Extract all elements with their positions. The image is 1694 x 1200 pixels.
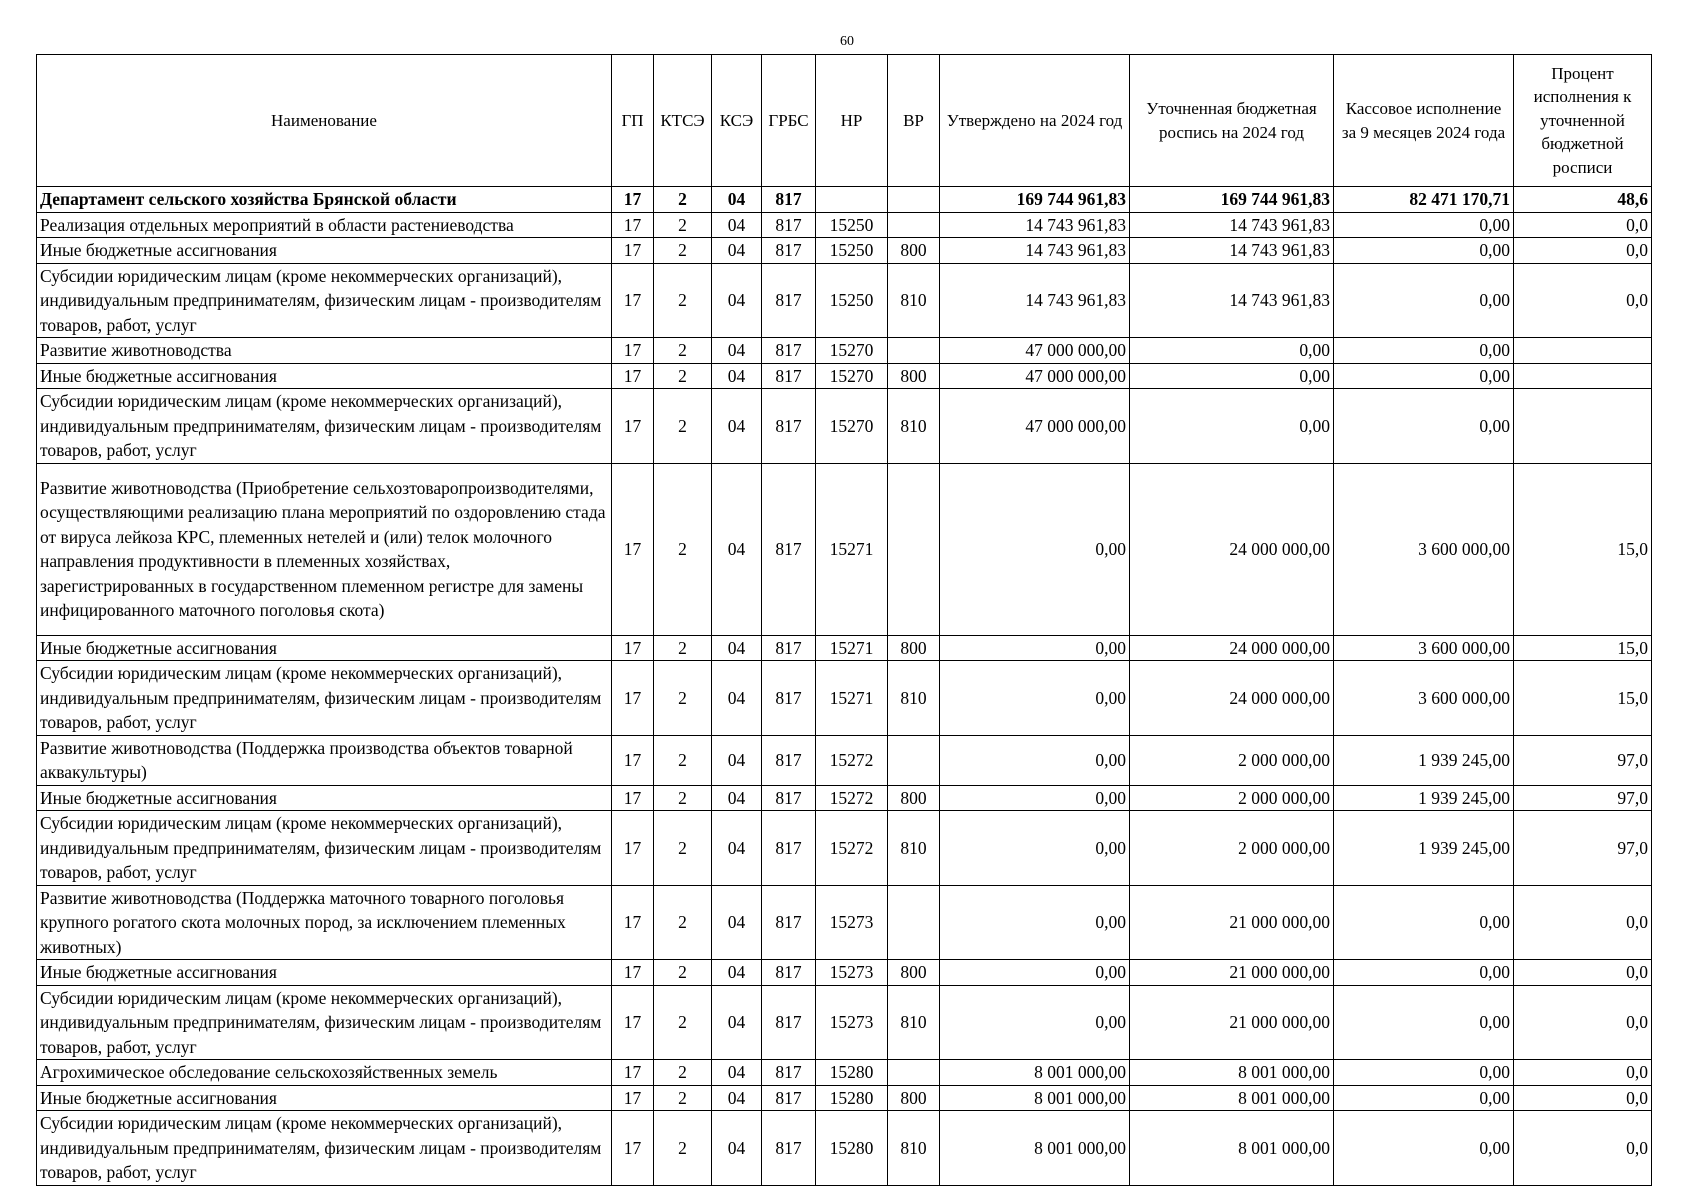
cell-approved: 47 000 000,00 bbox=[940, 389, 1130, 464]
cell-refined: 8 001 000,00 bbox=[1130, 1085, 1334, 1111]
cell-ktse: 2 bbox=[654, 811, 712, 886]
cell-gp: 17 bbox=[612, 960, 654, 986]
cell-gp: 17 bbox=[612, 187, 654, 213]
cell-gp: 17 bbox=[612, 735, 654, 785]
cell-nr bbox=[816, 187, 888, 213]
cell-refined: 2 000 000,00 bbox=[1130, 811, 1334, 886]
cell-grbs: 817 bbox=[762, 389, 816, 464]
header-grbs: ГРБС bbox=[762, 55, 816, 187]
cell-grbs: 817 bbox=[762, 960, 816, 986]
cell-approved: 0,00 bbox=[940, 985, 1130, 1060]
cell-gp: 17 bbox=[612, 238, 654, 264]
cell-ktse: 2 bbox=[654, 1085, 712, 1111]
table-row bbox=[37, 785, 1652, 811]
cell-refined: 0,00 bbox=[1130, 389, 1334, 464]
cell-kse: 04 bbox=[712, 635, 762, 661]
cell-cash: 0,00 bbox=[1334, 1085, 1514, 1111]
cell-cash: 0,00 bbox=[1334, 238, 1514, 264]
cell-gp: 17 bbox=[612, 635, 654, 661]
cell-approved: 0,00 bbox=[940, 635, 1130, 661]
table-row bbox=[37, 463, 1652, 635]
cell-percent: 15,0 bbox=[1514, 635, 1652, 661]
cell-cash: 0,00 bbox=[1334, 960, 1514, 986]
header-nr: НР bbox=[816, 55, 888, 187]
cell-vr: 810 bbox=[888, 985, 940, 1060]
table-row bbox=[37, 1060, 1652, 1086]
cell-refined: 2 000 000,00 bbox=[1130, 785, 1334, 811]
cell-nr: 15270 bbox=[816, 389, 888, 464]
cell-name: Субсидии юридическим лицам (кроме некоммерческих организаций), индивидуальным предпринимателям, физическим лицам - производителям товаров, работ, услуг bbox=[37, 263, 612, 338]
cell-kse: 04 bbox=[712, 985, 762, 1060]
cell-grbs: 817 bbox=[762, 985, 816, 1060]
cell-approved: 47 000 000,00 bbox=[940, 338, 1130, 364]
cell-name: Иные бюджетные ассигнования bbox=[37, 960, 612, 986]
cell-refined: 14 743 961,83 bbox=[1130, 238, 1334, 264]
cell-nr: 15273 bbox=[816, 985, 888, 1060]
table-row bbox=[37, 960, 1652, 986]
cell-nr: 15272 bbox=[816, 811, 888, 886]
cell-name: Иные бюджетные ассигнования bbox=[37, 238, 612, 264]
cell-vr: 800 bbox=[888, 238, 940, 264]
cell-grbs: 817 bbox=[762, 1060, 816, 1086]
cell-ktse: 2 bbox=[654, 985, 712, 1060]
cell-vr: 810 bbox=[888, 661, 940, 736]
cell-grbs: 817 bbox=[762, 238, 816, 264]
cell-percent bbox=[1514, 389, 1652, 464]
cell-gp: 17 bbox=[612, 363, 654, 389]
cell-kse: 04 bbox=[712, 661, 762, 736]
cell-vr: 810 bbox=[888, 389, 940, 464]
cell-nr: 15280 bbox=[816, 1111, 888, 1186]
cell-percent: 0,0 bbox=[1514, 238, 1652, 264]
cell-approved: 14 743 961,83 bbox=[940, 212, 1130, 238]
header-percent: Процент исполнения к уточненной бюджетной росписи bbox=[1514, 55, 1652, 187]
cell-refined: 21 000 000,00 bbox=[1130, 960, 1334, 986]
cell-name: Агрохимическое обследование сельскохозяйственных земель bbox=[37, 1060, 612, 1086]
cell-vr: 800 bbox=[888, 635, 940, 661]
cell-approved: 8 001 000,00 bbox=[940, 1111, 1130, 1186]
cell-name: Иные бюджетные ассигнования bbox=[37, 1085, 612, 1111]
cell-gp: 17 bbox=[612, 1085, 654, 1111]
cell-grbs: 817 bbox=[762, 1111, 816, 1186]
cell-vr bbox=[888, 885, 940, 960]
cell-cash: 1 939 245,00 bbox=[1334, 811, 1514, 886]
cell-name: Субсидии юридическим лицам (кроме некоммерческих организаций), индивидуальным предпринимателям, физическим лицам - производителям товаров, работ, услуг bbox=[37, 811, 612, 886]
cell-nr: 15250 bbox=[816, 238, 888, 264]
cell-refined: 8 001 000,00 bbox=[1130, 1111, 1334, 1186]
cell-kse: 04 bbox=[712, 735, 762, 785]
cell-refined: 21 000 000,00 bbox=[1130, 885, 1334, 960]
cell-ktse: 2 bbox=[654, 363, 712, 389]
cell-kse: 04 bbox=[712, 463, 762, 635]
table-row bbox=[37, 338, 1652, 364]
cell-kse: 04 bbox=[712, 238, 762, 264]
table-row bbox=[37, 1111, 1652, 1186]
cell-cash: 0,00 bbox=[1334, 338, 1514, 364]
cell-approved: 0,00 bbox=[940, 661, 1130, 736]
cell-nr: 15272 bbox=[816, 785, 888, 811]
cell-ktse: 2 bbox=[654, 263, 712, 338]
table-row bbox=[37, 885, 1652, 960]
cell-nr: 15270 bbox=[816, 338, 888, 364]
cell-percent: 97,0 bbox=[1514, 811, 1652, 886]
cell-name: Субсидии юридическим лицам (кроме некоммерческих организаций), индивидуальным предпринимателям, физическим лицам - производителям товаров, работ, услуг bbox=[37, 389, 612, 464]
cell-name: Иные бюджетные ассигнования bbox=[37, 363, 612, 389]
cell-name: Развитие животноводства (Приобретение сельхозтоваропроизводителями, осуществляющими реализацию плана мероприятий по оздоровлению стада от вируса лейкоза КРС, племенных нетелей и (или) телок молочного направления продуктивности в племенных хозяйствах, зарегистрированных в государственном племенном регистре для замены инфицированного маточного поголовья скота) bbox=[37, 463, 612, 635]
cell-nr: 15273 bbox=[816, 885, 888, 960]
cell-vr: 800 bbox=[888, 960, 940, 986]
cell-grbs: 817 bbox=[762, 811, 816, 886]
cell-percent: 0,0 bbox=[1514, 1085, 1652, 1111]
cell-kse: 04 bbox=[712, 389, 762, 464]
cell-grbs: 817 bbox=[762, 635, 816, 661]
cell-approved: 47 000 000,00 bbox=[940, 363, 1130, 389]
cell-approved: 14 743 961,83 bbox=[940, 263, 1130, 338]
cell-approved: 0,00 bbox=[940, 735, 1130, 785]
cell-ktse: 2 bbox=[654, 1111, 712, 1186]
cell-ktse: 2 bbox=[654, 960, 712, 986]
cell-refined: 14 743 961,83 bbox=[1130, 263, 1334, 338]
cell-nr: 15271 bbox=[816, 635, 888, 661]
cell-gp: 17 bbox=[612, 661, 654, 736]
cell-approved: 0,00 bbox=[940, 885, 1130, 960]
cell-kse: 04 bbox=[712, 785, 762, 811]
cell-vr bbox=[888, 463, 940, 635]
header-name: Наименование bbox=[37, 55, 612, 187]
cell-nr: 15280 bbox=[816, 1060, 888, 1086]
cell-cash: 0,00 bbox=[1334, 985, 1514, 1060]
cell-vr bbox=[888, 212, 940, 238]
cell-grbs: 817 bbox=[762, 785, 816, 811]
cell-nr: 15272 bbox=[816, 735, 888, 785]
table-row bbox=[37, 238, 1652, 264]
cell-refined: 169 744 961,83 bbox=[1130, 187, 1334, 213]
cell-nr: 15250 bbox=[816, 263, 888, 338]
table-row bbox=[37, 811, 1652, 886]
cell-approved: 169 744 961,83 bbox=[940, 187, 1130, 213]
cell-gp: 17 bbox=[612, 985, 654, 1060]
cell-approved: 8 001 000,00 bbox=[940, 1060, 1130, 1086]
cell-ktse: 2 bbox=[654, 238, 712, 264]
cell-grbs: 817 bbox=[762, 885, 816, 960]
cell-gp: 17 bbox=[612, 338, 654, 364]
cell-grbs: 817 bbox=[762, 338, 816, 364]
cell-cash: 3 600 000,00 bbox=[1334, 463, 1514, 635]
cell-refined: 0,00 bbox=[1130, 363, 1334, 389]
cell-refined: 24 000 000,00 bbox=[1130, 463, 1334, 635]
header-ktse: КТСЭ bbox=[654, 55, 712, 187]
cell-refined: 14 743 961,83 bbox=[1130, 212, 1334, 238]
header-kse: КСЭ bbox=[712, 55, 762, 187]
cell-percent: 0,0 bbox=[1514, 985, 1652, 1060]
cell-approved: 0,00 bbox=[940, 785, 1130, 811]
cell-name: Субсидии юридическим лицам (кроме некоммерческих организаций), индивидуальным предпринимателям, физическим лицам - производителям товаров, работ, услуг bbox=[37, 661, 612, 736]
cell-cash: 82 471 170,71 bbox=[1334, 187, 1514, 213]
cell-grbs: 817 bbox=[762, 212, 816, 238]
table-row bbox=[37, 735, 1652, 785]
table-row bbox=[37, 661, 1652, 736]
cell-grbs: 817 bbox=[762, 735, 816, 785]
table-row bbox=[37, 1085, 1652, 1111]
cell-vr bbox=[888, 187, 940, 213]
cell-ktse: 2 bbox=[654, 338, 712, 364]
budget-table bbox=[36, 54, 1652, 1186]
cell-approved: 0,00 bbox=[940, 960, 1130, 986]
cell-kse: 04 bbox=[712, 187, 762, 213]
cell-nr: 15271 bbox=[816, 661, 888, 736]
cell-kse: 04 bbox=[712, 212, 762, 238]
cell-vr: 810 bbox=[888, 811, 940, 886]
cell-gp: 17 bbox=[612, 212, 654, 238]
cell-grbs: 817 bbox=[762, 187, 816, 213]
header-gp: ГП bbox=[612, 55, 654, 187]
cell-refined: 8 001 000,00 bbox=[1130, 1060, 1334, 1086]
table-row bbox=[37, 212, 1652, 238]
cell-approved: 0,00 bbox=[940, 811, 1130, 886]
table-row bbox=[37, 263, 1652, 338]
cell-vr: 800 bbox=[888, 363, 940, 389]
cell-gp: 17 bbox=[612, 263, 654, 338]
cell-grbs: 817 bbox=[762, 1085, 816, 1111]
cell-grbs: 817 bbox=[762, 661, 816, 736]
cell-nr: 15273 bbox=[816, 960, 888, 986]
cell-cash: 0,00 bbox=[1334, 212, 1514, 238]
cell-percent: 0,0 bbox=[1514, 885, 1652, 960]
cell-percent bbox=[1514, 338, 1652, 364]
cell-gp: 17 bbox=[612, 463, 654, 635]
cell-cash: 0,00 bbox=[1334, 1111, 1514, 1186]
cell-nr: 15280 bbox=[816, 1085, 888, 1111]
cell-vr: 800 bbox=[888, 1085, 940, 1111]
cell-cash: 0,00 bbox=[1334, 1060, 1514, 1086]
table-row bbox=[37, 985, 1652, 1060]
cell-kse: 04 bbox=[712, 338, 762, 364]
cell-gp: 17 bbox=[612, 1111, 654, 1186]
header-refined: Уточненная бюджетная роспись на 2024 год bbox=[1130, 55, 1334, 187]
cell-nr: 15250 bbox=[816, 212, 888, 238]
page-number: 60 bbox=[840, 34, 854, 49]
cell-refined: 21 000 000,00 bbox=[1130, 985, 1334, 1060]
cell-percent: 0,0 bbox=[1514, 212, 1652, 238]
cell-nr: 15270 bbox=[816, 363, 888, 389]
cell-gp: 17 bbox=[612, 785, 654, 811]
cell-kse: 04 bbox=[712, 1111, 762, 1186]
cell-cash: 3 600 000,00 bbox=[1334, 635, 1514, 661]
cell-percent: 0,0 bbox=[1514, 263, 1652, 338]
cell-name: Реализация отдельных мероприятий в области растениеводства bbox=[37, 212, 612, 238]
cell-name: Субсидии юридическим лицам (кроме некоммерческих организаций), индивидуальным предпринимателям, физическим лицам - производителям товаров, работ, услуг bbox=[37, 1111, 612, 1186]
cell-vr bbox=[888, 1060, 940, 1086]
header-approved: Утверждено на 2024 год bbox=[940, 55, 1130, 187]
cell-kse: 04 bbox=[712, 960, 762, 986]
cell-name: Развитие животноводства (Поддержка производства объектов товарной аквакультуры) bbox=[37, 735, 612, 785]
table-body bbox=[37, 187, 1652, 1186]
cell-kse: 04 bbox=[712, 263, 762, 338]
cell-ktse: 2 bbox=[654, 635, 712, 661]
cell-vr: 810 bbox=[888, 1111, 940, 1186]
cell-ktse: 2 bbox=[654, 212, 712, 238]
cell-approved: 0,00 bbox=[940, 463, 1130, 635]
header-vr: ВР bbox=[888, 55, 940, 187]
cell-name: Иные бюджетные ассигнования bbox=[37, 785, 612, 811]
table-row bbox=[37, 389, 1652, 464]
cell-cash: 1 939 245,00 bbox=[1334, 735, 1514, 785]
cell-gp: 17 bbox=[612, 885, 654, 960]
cell-name: Развитие животноводства bbox=[37, 338, 612, 364]
cell-percent: 15,0 bbox=[1514, 463, 1652, 635]
cell-name: Субсидии юридическим лицам (кроме некоммерческих организаций), индивидуальным предпринимателям, физическим лицам - производителям товаров, работ, услуг bbox=[37, 985, 612, 1060]
cell-gp: 17 bbox=[612, 811, 654, 886]
cell-cash: 0,00 bbox=[1334, 263, 1514, 338]
table-row bbox=[37, 187, 1652, 213]
cell-name: Развитие животноводства (Поддержка маточного товарного поголовья крупного рогатого скота молочных пород, за исключением племенных животных) bbox=[37, 885, 612, 960]
cell-percent: 0,0 bbox=[1514, 1111, 1652, 1186]
cell-grbs: 817 bbox=[762, 263, 816, 338]
cell-percent: 97,0 bbox=[1514, 735, 1652, 785]
cell-percent: 48,6 bbox=[1514, 187, 1652, 213]
cell-refined: 2 000 000,00 bbox=[1130, 735, 1334, 785]
header-cash: Кассовое исполнение за 9 месяцев 2024 года bbox=[1334, 55, 1514, 187]
cell-kse: 04 bbox=[712, 811, 762, 886]
cell-nr: 15271 bbox=[816, 463, 888, 635]
cell-grbs: 817 bbox=[762, 463, 816, 635]
table-row bbox=[37, 363, 1652, 389]
cell-ktse: 2 bbox=[654, 735, 712, 785]
cell-vr bbox=[888, 735, 940, 785]
cell-cash: 3 600 000,00 bbox=[1334, 661, 1514, 736]
table-header-row bbox=[37, 55, 1652, 187]
cell-percent: 15,0 bbox=[1514, 661, 1652, 736]
cell-ktse: 2 bbox=[654, 463, 712, 635]
cell-refined: 24 000 000,00 bbox=[1130, 635, 1334, 661]
cell-approved: 14 743 961,83 bbox=[940, 238, 1130, 264]
cell-percent: 0,0 bbox=[1514, 960, 1652, 986]
cell-ktse: 2 bbox=[654, 187, 712, 213]
cell-cash: 0,00 bbox=[1334, 363, 1514, 389]
cell-cash: 1 939 245,00 bbox=[1334, 785, 1514, 811]
cell-name: Департамент сельского хозяйства Брянской области bbox=[37, 187, 612, 213]
cell-refined: 0,00 bbox=[1130, 338, 1334, 364]
cell-ktse: 2 bbox=[654, 389, 712, 464]
cell-gp: 17 bbox=[612, 389, 654, 464]
cell-refined: 24 000 000,00 bbox=[1130, 661, 1334, 736]
cell-percent bbox=[1514, 363, 1652, 389]
cell-ktse: 2 bbox=[654, 785, 712, 811]
cell-ktse: 2 bbox=[654, 661, 712, 736]
cell-vr: 800 bbox=[888, 785, 940, 811]
cell-kse: 04 bbox=[712, 363, 762, 389]
cell-vr: 810 bbox=[888, 263, 940, 338]
cell-cash: 0,00 bbox=[1334, 885, 1514, 960]
cell-gp: 17 bbox=[612, 1060, 654, 1086]
cell-kse: 04 bbox=[712, 1085, 762, 1111]
cell-percent: 97,0 bbox=[1514, 785, 1652, 811]
cell-kse: 04 bbox=[712, 885, 762, 960]
table-row bbox=[37, 635, 1652, 661]
cell-vr bbox=[888, 338, 940, 364]
cell-name: Иные бюджетные ассигнования bbox=[37, 635, 612, 661]
cell-cash: 0,00 bbox=[1334, 389, 1514, 464]
cell-percent: 0,0 bbox=[1514, 1060, 1652, 1086]
cell-ktse: 2 bbox=[654, 1060, 712, 1086]
cell-grbs: 817 bbox=[762, 363, 816, 389]
cell-ktse: 2 bbox=[654, 885, 712, 960]
cell-approved: 8 001 000,00 bbox=[940, 1085, 1130, 1111]
cell-kse: 04 bbox=[712, 1060, 762, 1086]
